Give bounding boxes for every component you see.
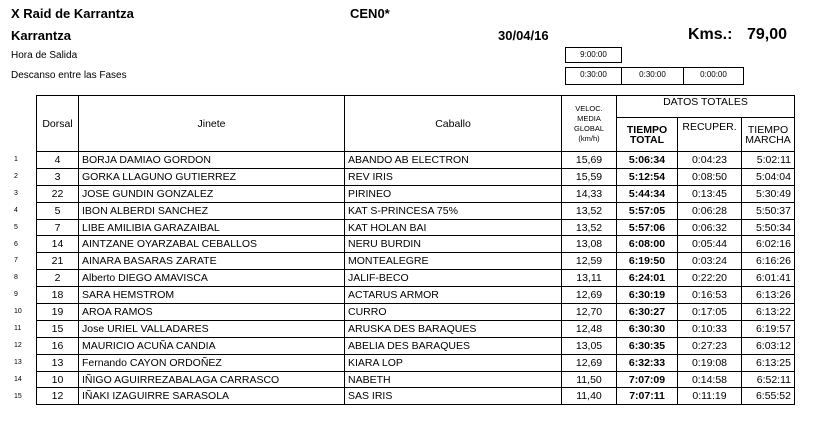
start-time-label: Hora de Salida (11, 50, 78, 61)
table-row (37, 185, 795, 202)
col-caballo: Caballo (345, 96, 562, 152)
table-row (37, 236, 795, 253)
table-row (37, 270, 795, 287)
ride-time-cell: 6:19:57 (742, 320, 795, 337)
horse-cell: JALIF-BECO (345, 270, 562, 287)
speed-cell: 12,69 (562, 287, 617, 304)
location: Karrantza (11, 28, 71, 43)
speed-cell: 13,52 (562, 202, 617, 219)
row-number: 1 (14, 156, 18, 163)
ride-time-cell: 6:16:26 (742, 253, 795, 270)
horse-cell: PIRINEO (345, 185, 562, 202)
table-row (37, 371, 795, 388)
row-number: 12 (14, 341, 22, 349)
rider-cell: AROA RAMOS (79, 304, 345, 321)
horse-cell: REV IRIS (345, 168, 562, 185)
total-time-cell: 6:08:00 (617, 236, 678, 253)
row-number: 14 (14, 375, 22, 383)
speed-cell: 13,08 (562, 236, 617, 253)
table-row (37, 253, 795, 270)
ride-time-cell: 6:55:52 (742, 388, 795, 405)
horse-cell: KIARA LOP (345, 354, 562, 371)
row-number: 7 (14, 257, 18, 265)
event-code: CEN0* (350, 6, 390, 21)
rider-cell: AINTZANE OYARZABAL CEBALLOS (79, 236, 345, 253)
dorsal-cell: 18 (37, 287, 79, 304)
row-number: 8 (14, 274, 18, 282)
kms-value: 79,00 (747, 26, 788, 43)
col-datos-totales: DATOS TOTALES (617, 96, 795, 118)
ride-time-cell: 5:30:49 (742, 185, 795, 202)
col-recuper: RECUPER. (678, 118, 742, 152)
horse-cell: NERU BURDIN (345, 236, 562, 253)
horse-cell: ACTARUS ARMOR (345, 287, 562, 304)
rider-cell: Fernando CAYON ORDOÑEZ (79, 354, 345, 371)
total-time-cell: 6:30:19 (617, 287, 678, 304)
rider-cell: AINARA BASARAS ZARATE (79, 253, 345, 270)
recovery-cell: 0:17:05 (678, 304, 742, 321)
results-table (36, 95, 795, 405)
table-row (37, 304, 795, 321)
table-row (37, 388, 795, 405)
speed-cell: 12,59 (562, 253, 617, 270)
ride-time-cell: 5:50:34 (742, 219, 795, 236)
table-row (37, 202, 795, 219)
total-time-cell: 6:30:35 (617, 337, 678, 354)
rest-box-2: 0:30:00 (621, 67, 684, 85)
row-number: 3 (14, 189, 18, 197)
row-number: 11 (14, 325, 22, 332)
horse-cell: MONTEALEGRE (345, 253, 562, 270)
table-row (37, 168, 795, 185)
total-time-cell: 7:07:09 (617, 371, 678, 388)
dorsal-cell: 15 (37, 320, 79, 337)
recovery-cell: 0:08:50 (678, 168, 742, 185)
start-time-box: 9:00:00 (565, 47, 622, 63)
tiempo-total-line-2: TOTAL (629, 133, 665, 146)
col-dorsal: Dorsal (37, 96, 79, 152)
total-time-cell: 5:57:06 (617, 219, 678, 236)
total-time-cell: 7:07:11 (617, 388, 678, 405)
event-title: X Raid de Karrantza (11, 6, 134, 21)
horse-cell: KAT HOLAN BAI (345, 219, 562, 236)
row-number: 9 (14, 291, 18, 299)
recovery-cell: 0:05:44 (678, 236, 742, 253)
ride-time-cell: 6:13:26 (742, 287, 795, 304)
recovery-cell: 0:27:23 (678, 337, 742, 354)
date: 30/04/16 (498, 28, 549, 43)
recovery-cell: 0:04:23 (678, 152, 742, 169)
dorsal-cell: 12 (37, 388, 79, 405)
total-time-cell: 6:30:30 (617, 320, 678, 337)
rider-cell: BORJA DAMIAO GORDON (79, 152, 345, 169)
dorsal-cell: 7 (37, 219, 79, 236)
veloc-line-4: (km/h) (578, 133, 600, 143)
table-row (37, 354, 795, 371)
speed-cell: 12,70 (562, 304, 617, 321)
horse-cell: NABETH (345, 371, 562, 388)
table-row (37, 152, 795, 169)
col-tiempo-total (617, 118, 678, 152)
tiempo-marcha-line-2: MARCHA (745, 133, 791, 146)
recovery-cell: 0:22:20 (678, 270, 742, 287)
total-time-cell: 6:24:01 (617, 270, 678, 287)
dorsal-cell: 2 (37, 270, 79, 287)
table-row (37, 287, 795, 304)
speed-cell: 11,50 (562, 371, 617, 388)
ride-time-cell: 6:03:12 (742, 337, 795, 354)
table-row (37, 320, 795, 337)
horse-cell: SAS IRIS (345, 388, 562, 405)
rider-cell: Alberto DIEGO AMAVISCA (79, 270, 345, 287)
rider-cell: IÑIGO AGUIRREZABALAGA CARRASCO (79, 371, 345, 388)
total-time-cell: 5:06:34 (617, 152, 678, 169)
col-veloc (562, 96, 617, 152)
recovery-cell: 0:13:45 (678, 185, 742, 202)
rest-box-1: 0:30:00 (565, 67, 622, 85)
rider-cell: Jose URIEL VALLADARES (79, 320, 345, 337)
dorsal-cell: 10 (37, 371, 79, 388)
row-number: 2 (14, 172, 18, 180)
col-tiempo-marcha (742, 118, 795, 152)
dorsal-cell: 14 (37, 236, 79, 253)
recovery-cell: 0:16:53 (678, 287, 742, 304)
veloc-line-1: VELOC. (575, 103, 603, 113)
ride-time-cell: 6:52:11 (742, 371, 795, 388)
rest-box-3: 0:00:00 (683, 67, 744, 85)
speed-cell: 14,33 (562, 185, 617, 202)
dorsal-cell: 13 (37, 354, 79, 371)
rider-cell: MAURICIO ACUÑA CANDIA (79, 337, 345, 354)
header-row (37, 96, 795, 118)
speed-cell: 12,69 (562, 354, 617, 371)
horse-cell: ARUSKA DES BARAQUES (345, 320, 562, 337)
row-number: 5 (14, 223, 18, 231)
dorsal-cell: 16 (37, 337, 79, 354)
speed-cell: 13,05 (562, 337, 617, 354)
speed-cell: 13,11 (562, 270, 617, 287)
ride-time-cell: 6:02:16 (742, 236, 795, 253)
veloc-line-3: GLOBAL (573, 123, 604, 133)
total-time-cell: 6:19:50 (617, 253, 678, 270)
horse-cell: CURRO (345, 304, 562, 321)
dorsal-cell: 22 (37, 185, 79, 202)
table-row (37, 337, 795, 354)
tiempo-marcha-line-1: TIEMPO (747, 123, 789, 136)
total-time-cell: 5:12:54 (617, 168, 678, 185)
recovery-cell: 0:10:33 (678, 320, 742, 337)
ride-time-cell: 5:50:37 (742, 202, 795, 219)
col-jinete: Jinete (79, 96, 345, 152)
row-number: 6 (14, 240, 18, 248)
table-row (37, 219, 795, 236)
recovery-cell: 0:06:32 (678, 219, 742, 236)
dorsal-cell: 5 (37, 202, 79, 219)
ride-time-cell: 6:01:41 (742, 270, 795, 287)
dorsal-cell: 19 (37, 304, 79, 321)
horse-cell: ABANDO AB ELECTRON (345, 152, 562, 169)
recovery-cell: 0:06:28 (678, 202, 742, 219)
ride-time-cell: 5:04:04 (742, 168, 795, 185)
row-number: 13 (14, 358, 22, 366)
speed-cell: 15,69 (562, 152, 617, 169)
kms-label: Kms.: (688, 26, 733, 43)
recovery-cell: 0:11:19 (678, 388, 742, 405)
recovery-cell: 0:03:24 (678, 253, 742, 270)
rider-cell: IBON ALBERDI SANCHEZ (79, 202, 345, 219)
rest-label: Descanso entre las Fases (11, 70, 127, 81)
rider-cell: LIBE AMILIBIA GARAZAIBAL (79, 219, 345, 236)
dorsal-cell: 21 (37, 253, 79, 270)
horse-cell: KAT S-PRINCESA 75% (345, 202, 562, 219)
rider-cell: IÑAKI IZAGUIRRE SARASOLA (79, 388, 345, 405)
ride-time-cell: 6:13:25 (742, 354, 795, 371)
tiempo-total-line-1: TIEMPO (626, 123, 668, 136)
rider-cell: JOSE GUNDIN GONZALEZ (79, 185, 345, 202)
speed-cell: 13,52 (562, 219, 617, 236)
total-time-cell: 5:44:34 (617, 185, 678, 202)
total-time-cell: 5:57:05 (617, 202, 678, 219)
ride-time-cell: 6:13:22 (742, 304, 795, 321)
speed-cell: 15,59 (562, 168, 617, 185)
recovery-cell: 0:14:58 (678, 371, 742, 388)
rider-cell: GORKA LLAGUNO GUTIERREZ (79, 168, 345, 185)
speed-cell: 12,48 (562, 320, 617, 337)
total-time-cell: 6:32:33 (617, 354, 678, 371)
total-time-cell: 6:30:27 (617, 304, 678, 321)
row-number: 15 (14, 392, 22, 400)
recovery-cell: 0:19:08 (678, 354, 742, 371)
row-number: 10 (14, 308, 22, 316)
speed-cell: 11,40 (562, 388, 617, 405)
veloc-line-2: MEDIA (577, 113, 601, 123)
horse-cell: ABELIA DES BARAQUES (345, 337, 562, 354)
rider-cell: SARA HEMSTROM (79, 287, 345, 304)
row-number: 4 (14, 206, 18, 214)
dorsal-cell: 3 (37, 168, 79, 185)
ride-time-cell: 5:02:11 (742, 152, 795, 169)
dorsal-cell: 4 (37, 152, 79, 169)
